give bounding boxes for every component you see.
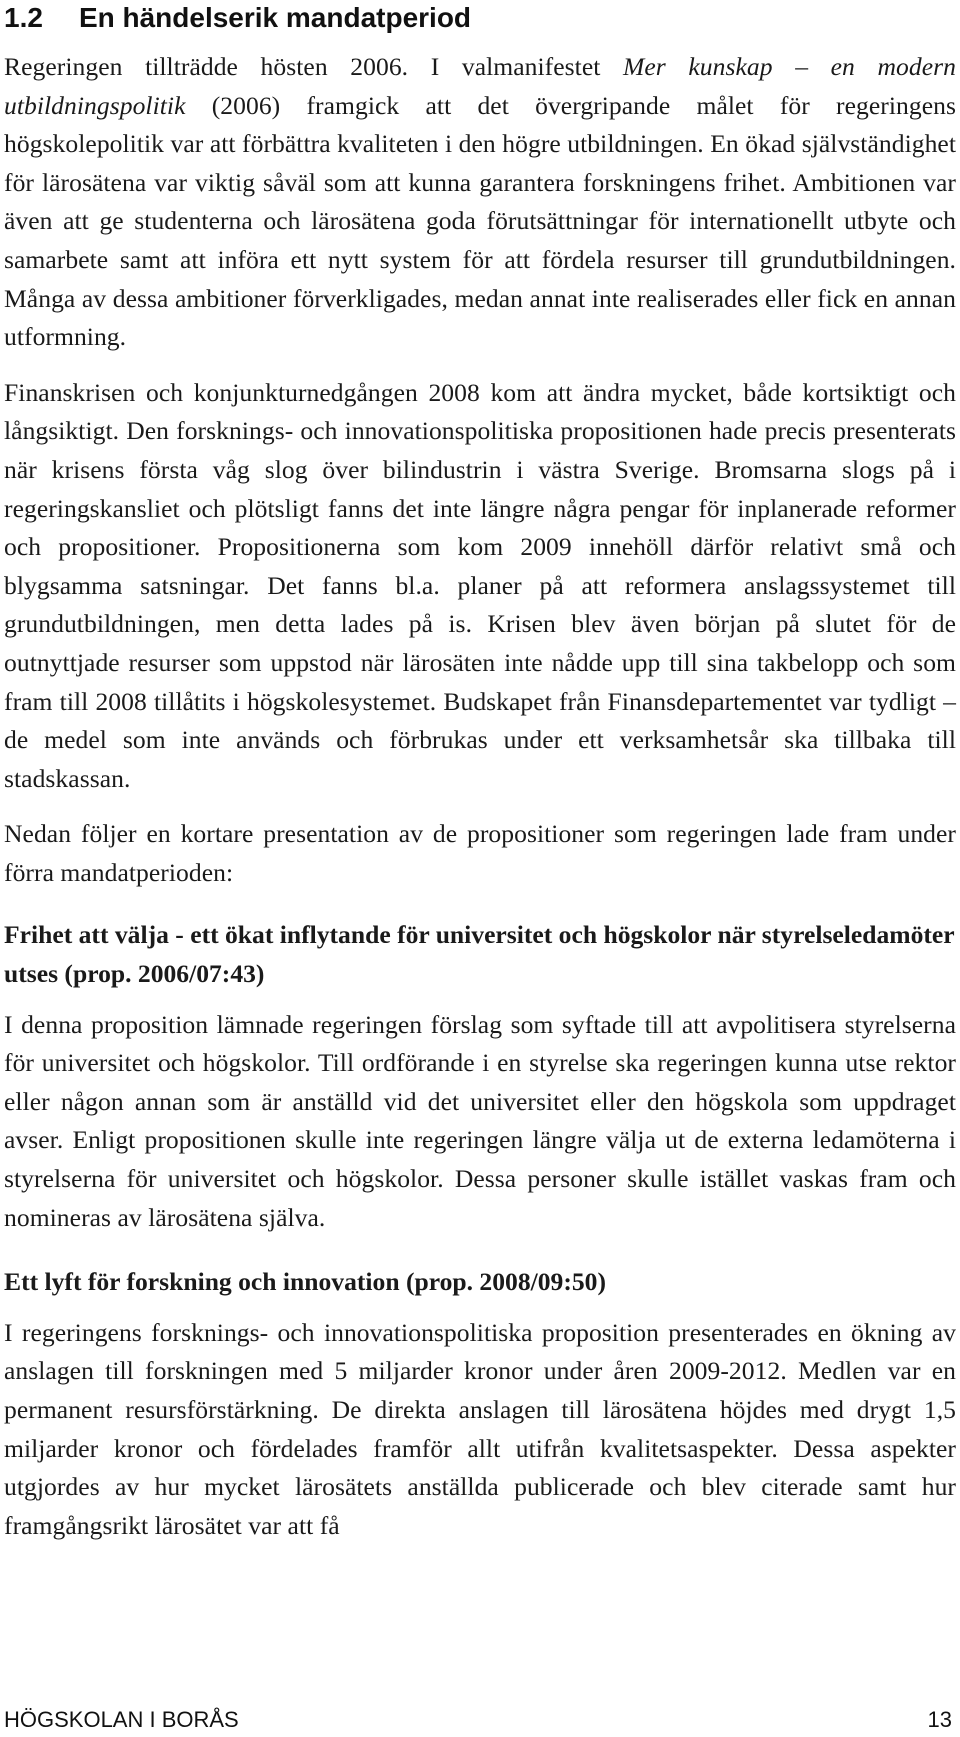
section-heading [4,0,956,36]
proposition-heading-ett-lyft: Ett lyft för forskning och innovation (prop. 2008/09:50) [4,1267,606,1297]
footer-page-number: 13 [927,1707,952,1732]
document-page [4,0,956,1545]
manifesto-title: Mer kunskap – en modern utbildningspolitik [4,52,956,120]
section-title: En händelserik mandatperiod [78,2,472,33]
page-footer [4,1706,952,1734]
paragraph-financial-crisis: Finanskrisen och konjunkturnedgången 2008 kom att ändra mycket, både kortsiktigt och långsiktigt. Den forsknings- och innovationspolitiska propositionen hade precis presenterats när krisens första våg slog över bilindustrin i västra Sverige. Bromsarna slogs på i regeringskansliet och plötsligt fanns det inte längre några pengar för inplanerade reformer och propositioner. Propositionerna som kom 2009 innehöll därför relativt små och blygsamma satsningar. Det fanns bl.a. planer på att reformera anslagssystemet till grundutbildningen, men detta lades på is. Krisen blev även början på slutet för de outnyttjade resurser som uppstod när lärosäten inte nådde upp till sina takbelopp och som fram till 2008 tillåtits i högskolesystemet. Budskapet från Finansdepartementet var tydligt – de medel som inte används och förbrukas under ett verksamhetsår ska tillbaka till stadskassan. [4,377,956,793]
paragraph-overview: Nedan följer en kortare presentation av de propositioner som regeringen lade fram under förra mandatperioden: [4,819,956,887]
section-number: 1.2 [4,2,43,33]
footer-publisher: HÖGSKOLAN I BORÅS [4,1707,239,1732]
paragraph-proposition-2: I regeringens forsknings- och innovationspolitiska proposition presenterades en ökning av anslagen till forskningen med 5 miljarder kronor under åren 2009-2012. Medlen var en permanent resursförstärkning. De direkta anslagen till lärosätena höjdes med drygt 1,5 miljarder kronor och fördelades framför allt utifrån kvalitetsaspekter. Dessa aspekter utgjordes av hur mycket lärosätets anställda publicerade och blev citerade samt hur framgångsrikt lärosätet var att få [4,1317,956,1540]
paragraph-proposition-1: I denna proposition lämnade regeringen förslag som syftade till att avpolitisera styrelserna för universitet och högskolor. Till ordförande i en styrelse ska regeringen kunna utse rektor eller någon annan som är anställd vid det universitet eller den högskola som uppdraget avser. Enligt propositionen skulle inte regeringen längre välja ut de externa ledamöterna i styrelserna för universitet och högskolor. Dessa personer skulle istället vaskas fram och nomineras av lärosätena själva. [4,1009,956,1232]
paragraph-intro-part2: (2006) framgick att det övergripande målet för regeringens högskolepolitik var att förbättra kvaliteten i den högre utbildningen. En ökad självständighet för lärosätena var viktig såväl som att kunna garantera forskningens frihet. Ambitionen var även att ge studenterna och lärosätena goda förutsättningar för internationellt utbyte och samarbete samt att införa ett nytt system för att fördela resurser till grundutbildningen. Många av dessa ambitioner förverkligades, medan annat inte realiserades eller fick en annan utformning. [4,90,956,352]
proposition-heading-frihet-att-valja: Frihet att välja - ett ökat inflytande för universitet och högskolor när styrelseledamöter utses (prop. 2006/07:43) [4,920,955,989]
paragraph-intro [4,48,956,357]
paragraph-intro-part1: Regeringen tillträdde hösten 2006. I valmanifestet [4,52,623,81]
